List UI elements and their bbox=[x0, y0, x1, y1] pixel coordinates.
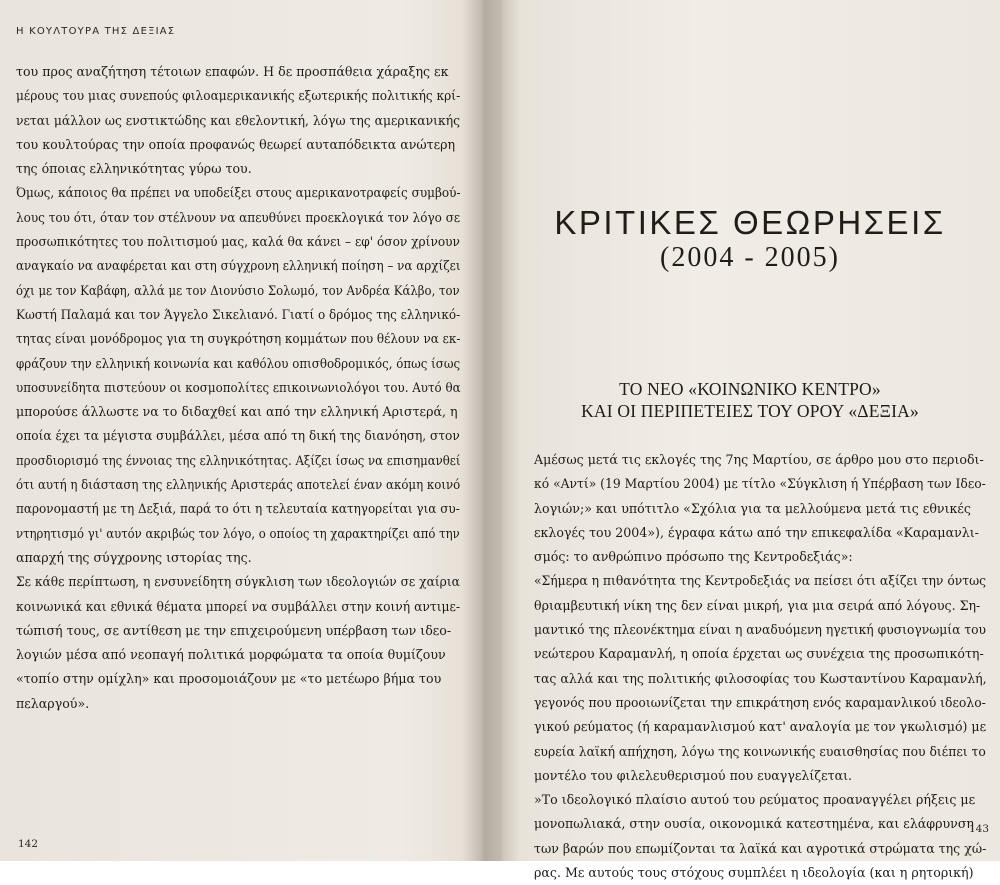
text-line: λογιών μέσα από νεοπαγή πολιτικά μορφώματα τα οποία θυμίζουν bbox=[16, 647, 446, 663]
text-line: «Σήμερα η πιθανότητα της Κεντροδεξιάς να πείσει ότι αξίζει την όντως bbox=[534, 573, 987, 589]
text-line: κοινωνικά και εθνικά θέματα μπορεί να συμβάλλει στην κοινή αντιμε- bbox=[16, 598, 461, 614]
text-line: τώπισή τους, σε αντίθεση με την επιχειρούμενη υπέρβαση των ιδεο- bbox=[16, 622, 452, 638]
text-line: παρονομαστή με τη Δεξιά, παρά το ότι η τελευταία κατηγορείται για συ- bbox=[16, 501, 460, 517]
text-line: μοντέλο του φιλελευθερισμού που ευαγγελίζεται. bbox=[534, 767, 853, 783]
text-line: εκλογές του 2004»), έγραφα κάτω από την επικεφαλίδα «Καραμανλι- bbox=[534, 524, 979, 540]
text-line: Αμέσως μετά τις εκλογές της 7ης Μαρτίου, σε άρθρο μου στο περιοδι- bbox=[534, 452, 984, 467]
text-line: ότι αυτή η διάσταση της ελληνικής Αριστεράς αποτελεί έναν ακόμη κοινό bbox=[16, 477, 461, 493]
text-line: ντηρητισμό γι' αυτόν ακριβώς τον λόγο, ο οποίος τη χαρακτηρίζει από την bbox=[16, 525, 460, 541]
page-number: 143 bbox=[969, 823, 990, 835]
text-line: νεώτερου Καραμανλή, η οποία έρχεται ως συνέχεια της προσωπικότη- bbox=[534, 646, 984, 662]
left-page bbox=[0, 0, 470, 861]
text-line: κό «Αντί» (19 Μαρτίου 2004) με τίτλο «Σύγκλιση ή Υπέρβαση των Ιδεο- bbox=[534, 476, 986, 492]
text-line: μπορούσε άλλωστε να το διδαχθεί και από την ελληνική Αριστερά, η bbox=[16, 404, 458, 420]
text-line: νεται μάλλον ως ενστικτώδης και εθελοντική, λόγω της αμερικανικής bbox=[16, 112, 461, 128]
text-line: γικού ρεύματος (ή καραμανλισμού κατ' αναλογία με τον γκωλισμό) με bbox=[534, 719, 987, 735]
text-line: «τοπίο στην ομίχλη» και προσομοιάζουν με «το μετέωρο βήμα του bbox=[16, 671, 442, 687]
text-line: όχι με τον Καβάφη, αλλά με τον Διονύσιο Σολωμό, τον Ανδρέα Κάλβο, τον bbox=[16, 282, 460, 298]
page-number: 142 bbox=[18, 838, 39, 850]
text-line: μονοπωλιακά, στην ουσία, οικονομικά κατεστημένα, και ελάφρυνση bbox=[534, 816, 974, 832]
text-line: »Το ιδεολογικό πλαίσιο αυτού του ρεύματος προαναγγέλει ρήξεις με bbox=[534, 792, 976, 808]
text-line: Κωστή Παλαμά και τον Άγγελο Σικελιανό. Γιατί ο δρόμος της ελληνικό- bbox=[16, 306, 461, 322]
text-line: των βαρών που επωμίζονται τα λαϊκά και αγροτικά στρώματα της χώ- bbox=[534, 840, 987, 856]
section-years: (2004 - 2005) bbox=[660, 242, 840, 273]
right-page bbox=[500, 0, 1000, 881]
text-line: της όποιας ελληνικότητας γύρω του. bbox=[16, 161, 252, 177]
text-line: απαρχή της σύγχρονης ιστορίας της. bbox=[16, 549, 252, 565]
text-line: προσωπικότητες του πολιτισμού μας, καλά θα κάνει – εφ' όσον χρίνουν bbox=[16, 234, 460, 250]
text-line: σμός: το ανθρώπινο πρόσωπο της Κεντροδεξιάς»: bbox=[534, 549, 853, 565]
text-line: γεγονός που προοιωνίζεται την επικράτηση ενός καραμανλικού ιδεολο- bbox=[534, 694, 986, 710]
text-line: φράζουν την ελληνική κοινωνία και καθόλου οπισθοδρομικός, όπως ίσως bbox=[16, 355, 461, 371]
text-line: θριαμβευτική νίκη της δεν είναι μικρή, για μια σειρά από λόγους. Ση- bbox=[534, 597, 981, 613]
right-body-text bbox=[534, 448, 986, 885]
text-line: τητας είναι μονόδρομος για τη συγκρότηση κομμάτων που θέλουν να εκ- bbox=[16, 331, 461, 347]
text-line: Σε κάθε περίπτωση, η ενσυνείδητη σύγκλιση των ιδεολογιών σε χαίρια bbox=[16, 574, 460, 590]
text-line: λους του ότι, όταν τον στέλνουν να απευθύνει προεκλογικά τον λόγο σε bbox=[16, 209, 461, 225]
section-title: ΚΡΙΤΙΚΕΣ ΘΕΩΡΗΣΕΙΣ bbox=[554, 204, 946, 241]
text-line: μέρους του μιας συνεπούς φιλοαμερικανικής εξωτερικής πολιτικής κρί- bbox=[16, 88, 461, 104]
text-line: μαντικό της πλεονέκτημα είναι η αναδυόμενη ηγετική φυσιογνωμία του bbox=[534, 622, 987, 638]
left-body-text bbox=[16, 60, 460, 716]
text-line: Όμως, κάποιος θα πρέπει να υποδείξει στους αμερικανοτραφείς συμβού- bbox=[16, 185, 461, 201]
text-line: οποία έχει τα μέγιστα συμβάλλει, μέσα από τη δική της διανόηση, στον bbox=[16, 428, 460, 444]
text-line: του προς αναζήτηση τέτοιων επαφών. Η δε προσπάθεια χάραξης εκ bbox=[16, 64, 449, 79]
article-title: ΤΟ ΝΕΟ «ΚΟΙΝΩΝΙΚΟ ΚΕΝΤΡΟ» bbox=[619, 379, 881, 399]
text-line: αναγκαίο να αναφέρεται και στη σύγχρονη ελληνική ποίηση – να αρχίζει bbox=[16, 258, 461, 274]
text-line: τας αλλά και της πολιτικής φιλοσοφίας του Κωσταντίνου Καραμανλή, bbox=[534, 670, 987, 686]
text-line: ευρεία λαϊκή απήχηση, λόγω της κοινωνικής ευαισθησίας που διέπει το bbox=[534, 743, 986, 759]
running-head: Η ΚΟΥΛΤΟΥΡΑ ΤΗΣ ΔΕΞΙΑΣ bbox=[16, 26, 176, 37]
article-subtitle: ΚΑΙ ΟΙ ΠΕΡΙΠΕΤΕΙΕΣ ΤΟΥ ΟΡΟΥ «ΔΕΞΙΑ» bbox=[581, 401, 919, 421]
text-line: λογιών;» και υπότιτλο «Σχόλια για τα μελλούμενα μετά τις εθνικές bbox=[534, 500, 971, 516]
text-line: ρας. Με αυτούς τους στόχους συμπλέει η ιδεολογία (και η ρητορική) bbox=[534, 865, 974, 881]
text-line: υποσυνείδητα πιστεύουν οι κοσμοπολίτες επικοινωνιολόγοι του. Αυτό θα bbox=[16, 379, 461, 395]
text-line: πελαργού». bbox=[16, 695, 90, 711]
text-line: προσδιορισμό της έννοιας της ελληνικότητας. Αξίζει ίσως να επισημανθεί bbox=[16, 452, 461, 468]
text-line: του κουλτούρας την οποία προφανώς θεωρεί αυταπόδεικτα ανώτερη bbox=[16, 136, 456, 152]
